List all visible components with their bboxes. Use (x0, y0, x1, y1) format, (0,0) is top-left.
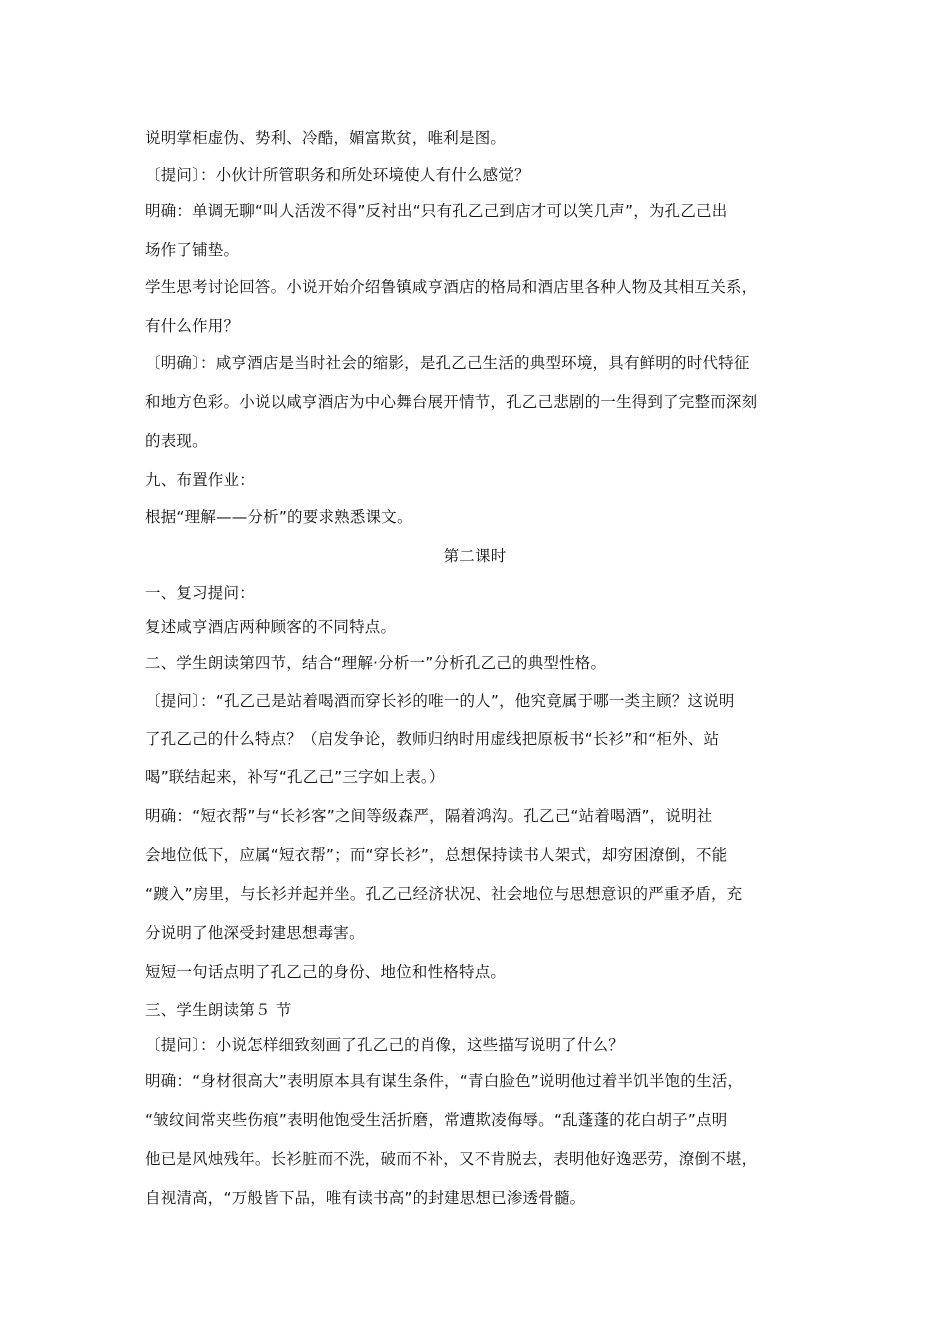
text-line: 和地方色彩。小说以咸亨酒店为中心舞台展开情节，孔乙己悲剧的一生得到了完整而深刻 (145, 393, 758, 411)
text-line: 〔提问〕：“孔乙己是站着喝酒而穿长衫的唯一的人”，他究竟属于哪一类主顾？这说明 (145, 692, 735, 710)
text-line: 明确：“身材很高大”表明原本具有谋生条件，“青白脸色”说明他过着半饥半饱的生活， (145, 1072, 744, 1090)
text-line: 〔提问〕：小伙计所管职务和所处环境使人有什么感觉？ (145, 166, 530, 184)
text-line: 喝”联结起来，补写“孔乙己”三字如上表。） (145, 768, 445, 786)
section-heading: 三、学生朗读第５ 节 (145, 1001, 292, 1019)
text-line: 明确：单调无聊“叫人活泼不得”反衬出“只有孔乙己到店才可以笑几声”，为孔乙己出 (145, 202, 728, 220)
text-line: 他已是风烛残年。长衫脏而不洗，破而不补，又不肯脱去，表明他好逸恶劳，潦倒不堪， (145, 1150, 758, 1168)
text-line: 短短一句话点明了孔乙己的身份、地位和性格特点。 (145, 963, 507, 981)
text-line: 说明掌柜虚伪、势利、冷酷，媚富欺贫，唯利是图。 (145, 129, 507, 147)
text-line: 分说明了他深受封建思想毒害。 (145, 924, 365, 942)
section-heading: 九、布置作业： (145, 471, 255, 489)
text-line: 〔明确〕：咸亨酒店是当时社会的缩影，是孔乙己生活的典型环境，具有鲜明的时代特征 (145, 354, 750, 372)
text-line: 复述咸亨酒店两种顾客的不同特点。 (145, 618, 397, 636)
text-line: 有什么作用？ (145, 317, 240, 335)
text-line: 了孔乙己的什么特点？（启发争论，教师归纳时用虚线把原板书“长衫”和“柜外、站 (145, 730, 720, 748)
text-line: “皱纹间常夹些伤痕”表明他饱受生活折磨，常遭欺凌侮辱。“乱蓬蓬的花白胡子”点明 (145, 1111, 728, 1129)
lesson-heading: 第二课时 (443, 547, 507, 565)
text-line: 自视清高，“万般皆下品，唯有读书高”的封建思想已渗透骨髓。 (145, 1189, 586, 1207)
section-heading: 二、学生朗读第四节，结合“理解·分析一”分析孔乙己的典型性格。 (145, 654, 607, 672)
text-line: 明确：“短衣帮”与“长衫客”之间等级森严，隔着鸿沟。孔乙己“站着喝酒”，说明社 (145, 807, 713, 825)
text-line: 会地位低下，应属“短衣帮”；而“穿长衫”，总想保持读书人架式，却穷困潦倒，不能 (145, 846, 728, 864)
text-line: 〔提问〕：小说怎样细致刻画了孔乙己的肖像，这些描写说明了什么？ (145, 1036, 624, 1054)
text-line: 场作了铺垫。 (145, 241, 240, 259)
section-heading: 一、复习提问： (145, 584, 255, 602)
text-line: 根据“理解——分析”的要求熟悉课文。 (145, 508, 413, 526)
text-line: 学生思考讨论回答。小说开始介绍鲁镇咸亨酒店的格局和酒店里各种人物及其相互关系， (145, 278, 758, 296)
text-line: 的表现。 (145, 432, 208, 450)
text-line: “踱入”房里，与长衫并起并坐。孔乙己经济状况、社会地位与思想意识的严重矛盾，充 (145, 885, 743, 903)
